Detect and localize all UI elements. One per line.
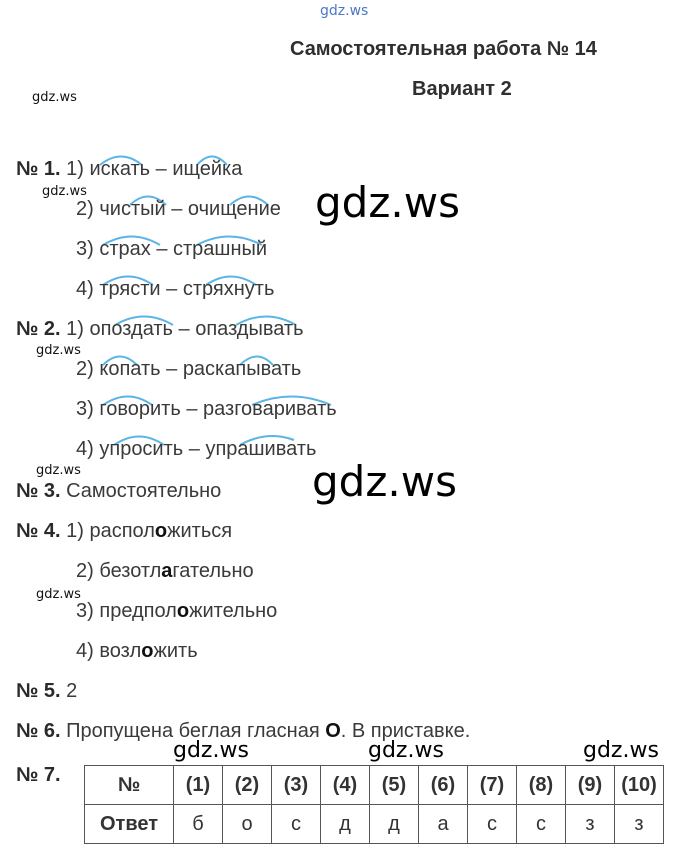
highlighted-letter: а <box>161 560 173 582</box>
item-number: 4) <box>76 640 94 662</box>
word: раскапывать <box>182 358 302 380</box>
answer-cell: д <box>321 805 370 844</box>
column-header: (10) <box>615 766 664 805</box>
task4-line3 <box>76 600 277 623</box>
word-part: житься <box>167 520 233 542</box>
watermark-small: gdz.ws <box>32 90 77 105</box>
word <box>99 560 253 582</box>
word <box>89 520 232 542</box>
word: копать <box>99 358 161 380</box>
word: трясти <box>99 278 161 300</box>
word: искать <box>89 158 151 180</box>
word-part: жить <box>153 640 198 662</box>
column-header: (6) <box>419 766 468 805</box>
column-header: (9) <box>566 766 615 805</box>
answer-cell: б <box>174 805 223 844</box>
item-number: 4) <box>76 438 94 460</box>
column-header: (3) <box>272 766 321 805</box>
answer-cell: з <box>615 805 664 844</box>
watermark-large: gdz.ws <box>315 178 460 227</box>
watermark-medium: gdz.ws <box>173 738 249 763</box>
task4-number: № 4. <box>16 520 61 542</box>
watermark-medium: gdz.ws <box>368 738 444 763</box>
task4-line4 <box>76 640 198 663</box>
item-number: 3) <box>76 238 94 260</box>
column-header: (7) <box>468 766 517 805</box>
watermark-small: gdz.ws <box>36 463 81 478</box>
item-number: 2) <box>76 560 94 582</box>
task2-line2 <box>76 358 301 381</box>
watermark-small: gdz.ws <box>36 587 81 602</box>
answer-cell: о <box>223 805 272 844</box>
word: стряхнуть <box>182 278 275 300</box>
task1-line3 <box>76 238 267 261</box>
item-number: 2) <box>76 358 94 380</box>
watermark-medium: gdz.ws <box>583 738 659 763</box>
item-number: 3) <box>76 398 94 420</box>
column-header: (2) <box>223 766 272 805</box>
task6-answer <box>66 720 470 742</box>
column-header: (1) <box>174 766 223 805</box>
answer-table <box>84 765 664 844</box>
highlighted-letter: О <box>325 720 341 742</box>
word <box>99 640 197 662</box>
item-number: 2) <box>76 198 94 220</box>
highlighted-letter: о <box>154 520 168 542</box>
task4-line1 <box>16 520 232 543</box>
watermark-large: gdz.ws <box>312 457 457 506</box>
word: упросить <box>99 438 184 460</box>
task5-number: № 5. <box>16 680 61 702</box>
answer-cell: з <box>566 805 615 844</box>
task1-line4 <box>76 278 274 301</box>
dash: – <box>188 438 200 460</box>
item-number: 1) <box>66 158 84 180</box>
page-title: Самостоятельная работа № 14 <box>290 38 597 60</box>
item-number: 1) <box>66 318 84 340</box>
highlighted-letter: о <box>141 640 154 662</box>
task7-number: № 7. <box>16 764 61 786</box>
dash: – <box>166 278 178 300</box>
text-part: . В приставке. <box>340 720 471 742</box>
dash: – <box>178 318 190 340</box>
text-part: Пропущена беглая гласная <box>66 720 326 742</box>
word: страх <box>99 238 151 260</box>
task1-number: № 1. <box>16 158 61 180</box>
task5-answer: 2 <box>66 680 78 702</box>
word <box>99 600 277 622</box>
dash: – <box>186 398 198 420</box>
word-part: гательно <box>172 560 254 582</box>
task1-line1 <box>16 158 242 181</box>
watermark-small: gdz.ws <box>36 343 81 358</box>
task4-line2 <box>76 560 254 583</box>
variant-title: Вариант 2 <box>412 78 512 100</box>
answer-cell: а <box>419 805 468 844</box>
dash: – <box>166 358 178 380</box>
word: очищение <box>187 198 281 220</box>
word: говорить <box>99 398 181 420</box>
dash: – <box>171 198 183 220</box>
dash: – <box>155 158 167 180</box>
word: опаздывать <box>195 318 304 340</box>
column-header: (4) <box>321 766 370 805</box>
table-row <box>85 805 664 844</box>
column-header: (8) <box>517 766 566 805</box>
word: чистый <box>99 198 166 220</box>
dash: – <box>156 238 168 260</box>
word-part: предпол <box>99 600 177 622</box>
task7-line <box>16 764 61 787</box>
answer-cell: д <box>370 805 419 844</box>
answer-cell: с <box>517 805 566 844</box>
table-header-cell: № <box>85 766 174 805</box>
watermark-top: gdz.ws <box>320 3 369 19</box>
task3-line <box>16 480 221 503</box>
answer-cell: с <box>272 805 321 844</box>
word: разговаривать <box>203 398 337 420</box>
watermark-small: gdz.ws <box>42 184 87 199</box>
item-number: 3) <box>76 600 94 622</box>
word-part: распол <box>89 520 155 542</box>
task2-number: № 2. <box>16 318 61 340</box>
task5-line <box>16 680 77 703</box>
highlighted-letter: о <box>176 600 190 622</box>
task2-line1 <box>16 318 304 341</box>
row-label: Ответ <box>85 805 174 844</box>
task6-number: № 6. <box>16 720 61 742</box>
task3-number: № 3. <box>16 480 61 502</box>
column-header: (5) <box>370 766 419 805</box>
answer-cell: с <box>468 805 517 844</box>
task6-line <box>16 720 470 743</box>
task1-line2 <box>76 198 281 221</box>
item-number: 4) <box>76 278 94 300</box>
word: ищейка <box>172 158 243 180</box>
word: опоздать <box>89 318 173 340</box>
task2-line4 <box>76 438 316 461</box>
item-number: 1) <box>66 520 84 542</box>
word-part: жительно <box>189 600 278 622</box>
word: упрашивать <box>205 438 317 460</box>
table-header-row <box>85 766 664 805</box>
word: страшный <box>173 238 268 260</box>
task2-line3 <box>76 398 337 421</box>
word-part: возл <box>99 640 142 662</box>
word-part: безотл <box>99 560 162 582</box>
task3-answer: Самостоятельно <box>66 480 222 502</box>
